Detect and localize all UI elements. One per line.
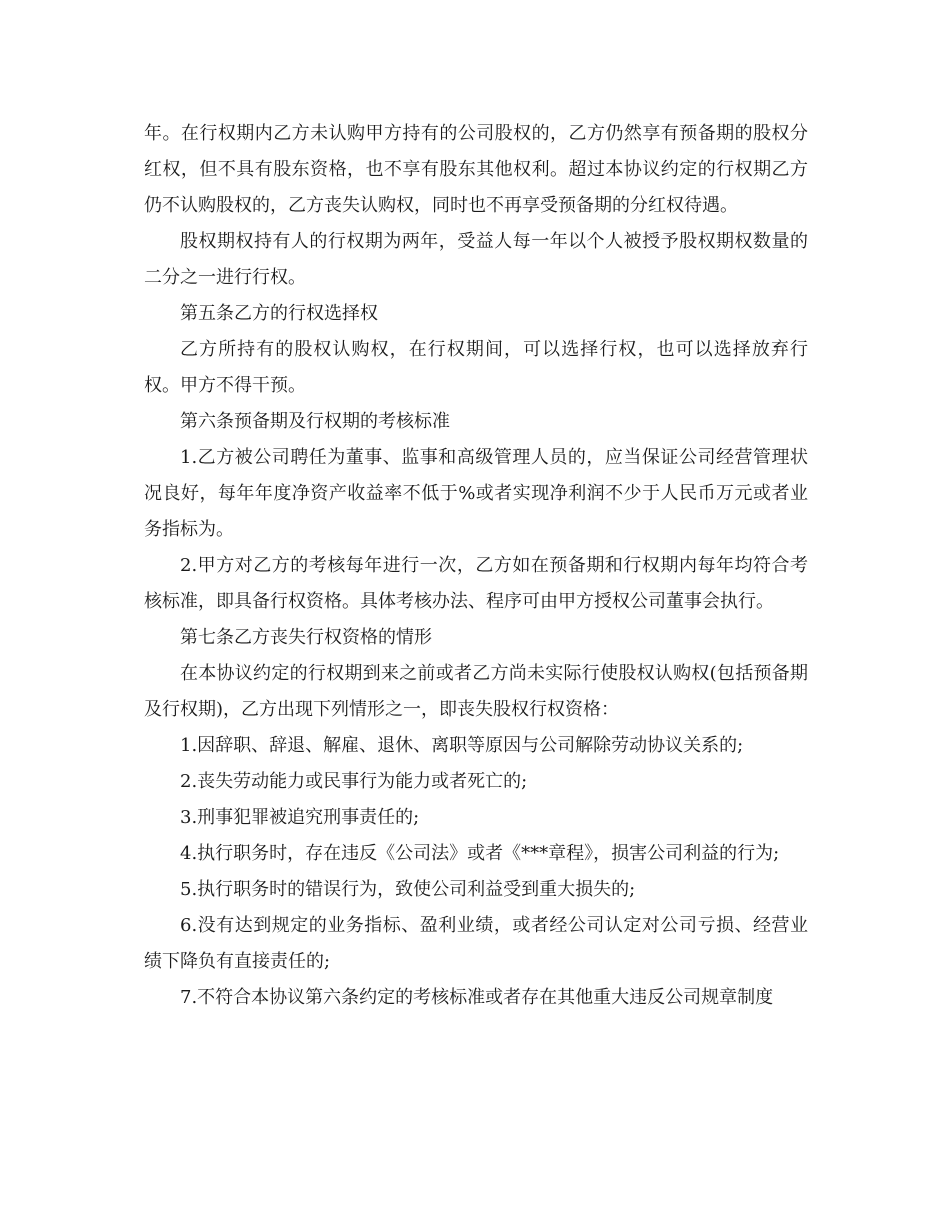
article-7-item-2: 2.丧失劳动能力或民事行为能力或者死亡的;	[180, 771, 528, 792]
article-7-item-5: 5.执行职务时的错误行为，致使公司利益受到重大损失的;	[180, 879, 636, 900]
article-7-item-1: 1.因辞职、辞退、解雇、退休、离职等原因与公司解除劳动协议关系的;	[180, 735, 744, 756]
paragraph-1: 年。在行权期内乙方未认购甲方持有的公司股权的，乙方仍然享有预备期的股权分红权，但不具有股东资格，也不享有股东其他权利。超过本协议约定的行权期乙方仍不认购股权的，乙方丧失认购权，同时也不再享受预备期的分红权待遇。	[144, 123, 808, 216]
article-6-item-1: 1.乙方被公司聘任为董事、监事和高级管理人员的，应当保证公司经营管理状况良好，每年年度净资产收益率不低于%或者实现净利润不少于人民币万元或者业务指标为。	[144, 447, 808, 540]
paragraph-2: 股权期权持有人的行权期为两年，受益人每一年以个人被授予股权期权数量的二分之一进行行权。	[144, 231, 808, 288]
document-body	[144, 116, 808, 1016]
paragraph-4: 乙方所持有的股权认购权，在行权期间，可以选择行权，也可以选择放弃行权。甲方不得干预。	[144, 339, 808, 396]
article-6-heading: 第六条预备期及行权期的考核标准	[180, 411, 450, 432]
article-7-item-4: 4.执行职务时，存在违反《公司法》或者《***章程》，损害公司利益的行为;	[180, 843, 780, 864]
article-7-heading: 第七条乙方丧失行权资格的情形	[180, 627, 432, 648]
article-7-intro: 在本协议约定的行权期到来之前或者乙方尚未实际行使股权认购权(包括预备期及行权期)，乙方出现下列情形之一，即丧失股权行权资格：	[144, 663, 808, 720]
article-5-heading: 第五条乙方的行权选择权	[180, 303, 378, 324]
article-7-item-6: 6.没有达到规定的业务指标、盈利业绩，或者经公司认定对公司亏损、经营业绩下降负有直接责任的;	[144, 915, 808, 972]
article-7-item-7: 7.不符合本协议第六条约定的考核标准或者存在其他重大违反公司规章制度	[180, 987, 774, 1008]
article-6-item-2: 2.甲方对乙方的考核每年进行一次，乙方如在预备期和行权期内每年均符合考核标准，即具备行权资格。具体考核办法、程序可由甲方授权公司董事会执行。	[144, 555, 808, 612]
article-7-item-3: 3.刑事犯罪被追究刑事责任的;	[180, 807, 420, 828]
